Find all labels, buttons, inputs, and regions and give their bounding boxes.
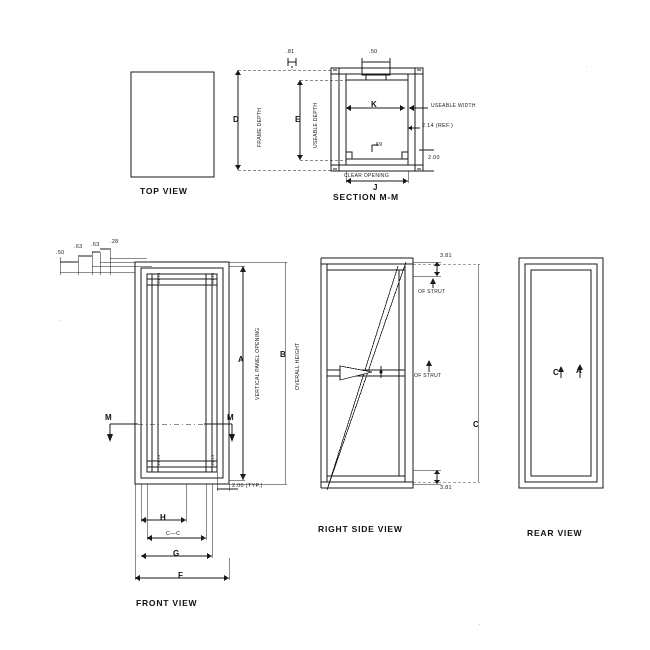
strut-label-bottom-right: 10.13 bbox=[210, 454, 215, 466]
letter-c: C bbox=[473, 420, 479, 429]
rear-view-title: REAR VIEW bbox=[527, 528, 583, 538]
overall-height-label: OVERALL HEIGHT bbox=[295, 342, 301, 390]
of-strut-top-label: OF STRUT bbox=[418, 289, 446, 295]
letter-d: D bbox=[233, 115, 239, 124]
of-strut-mid-label: OF STRUT bbox=[414, 373, 442, 379]
letter-b: B bbox=[280, 350, 286, 359]
section-mark-left: M bbox=[105, 413, 112, 422]
usable-width-label: USEABLE WIDTH bbox=[431, 103, 476, 109]
rear-letter-a: A bbox=[576, 366, 582, 375]
letter-h: H bbox=[160, 513, 166, 522]
strut-label-top-right: 10.13 bbox=[210, 272, 215, 284]
section-mark-right: M bbox=[227, 413, 234, 422]
letter-f: F bbox=[178, 571, 183, 580]
front-dim-28: .28 bbox=[110, 239, 119, 245]
front-dim-63-b: .63 bbox=[91, 242, 100, 248]
usable-depth-label: USEABLE DEPTH bbox=[313, 102, 319, 148]
frame-depth-label: FRAME DEPTH bbox=[257, 107, 263, 147]
strut-label-top-left: 10.13 bbox=[156, 272, 161, 284]
scan-speck bbox=[586, 66, 587, 67]
vertical-panel-opening-label: VERTICAL PANEL OPENING bbox=[255, 327, 261, 400]
front-dim-200-typ: 2.00 (TYP.) bbox=[232, 483, 263, 489]
front-dim-63-a: .63 bbox=[74, 244, 83, 250]
strut-label-bottom-left: 10.13 bbox=[156, 454, 161, 466]
letter-e: E bbox=[295, 115, 301, 124]
letter-a: A bbox=[238, 355, 244, 364]
scan-speck bbox=[60, 320, 61, 321]
scan-speck bbox=[479, 624, 480, 625]
right-dim-381-bottom: 3.81 bbox=[440, 485, 452, 491]
section-dim-81: .81 bbox=[286, 49, 295, 55]
right-side-view-title: RIGHT SIDE VIEW bbox=[318, 524, 403, 534]
section-view-title: SECTION M-M bbox=[333, 192, 399, 202]
top-view-title: TOP VIEW bbox=[140, 186, 188, 196]
rear-letter-c: C bbox=[553, 368, 559, 377]
front-dim-50: .50 bbox=[56, 250, 65, 256]
right-dim-381-top: 3.81 bbox=[440, 253, 452, 259]
section-dim-69: .69 bbox=[374, 142, 383, 148]
section-dim-50: .50 bbox=[369, 49, 378, 55]
letter-k: K bbox=[371, 100, 377, 109]
clear-opening-label: CLEAR OPENING bbox=[344, 173, 390, 179]
letter-j: J bbox=[373, 183, 378, 192]
section-dim-200: 2.00 bbox=[428, 155, 440, 161]
letter-cc: C—C bbox=[166, 531, 181, 537]
section-dim-214: 2.14 (REF.) bbox=[422, 123, 454, 129]
letter-g: G bbox=[173, 549, 180, 558]
front-view-title: FRONT VIEW bbox=[136, 598, 198, 608]
